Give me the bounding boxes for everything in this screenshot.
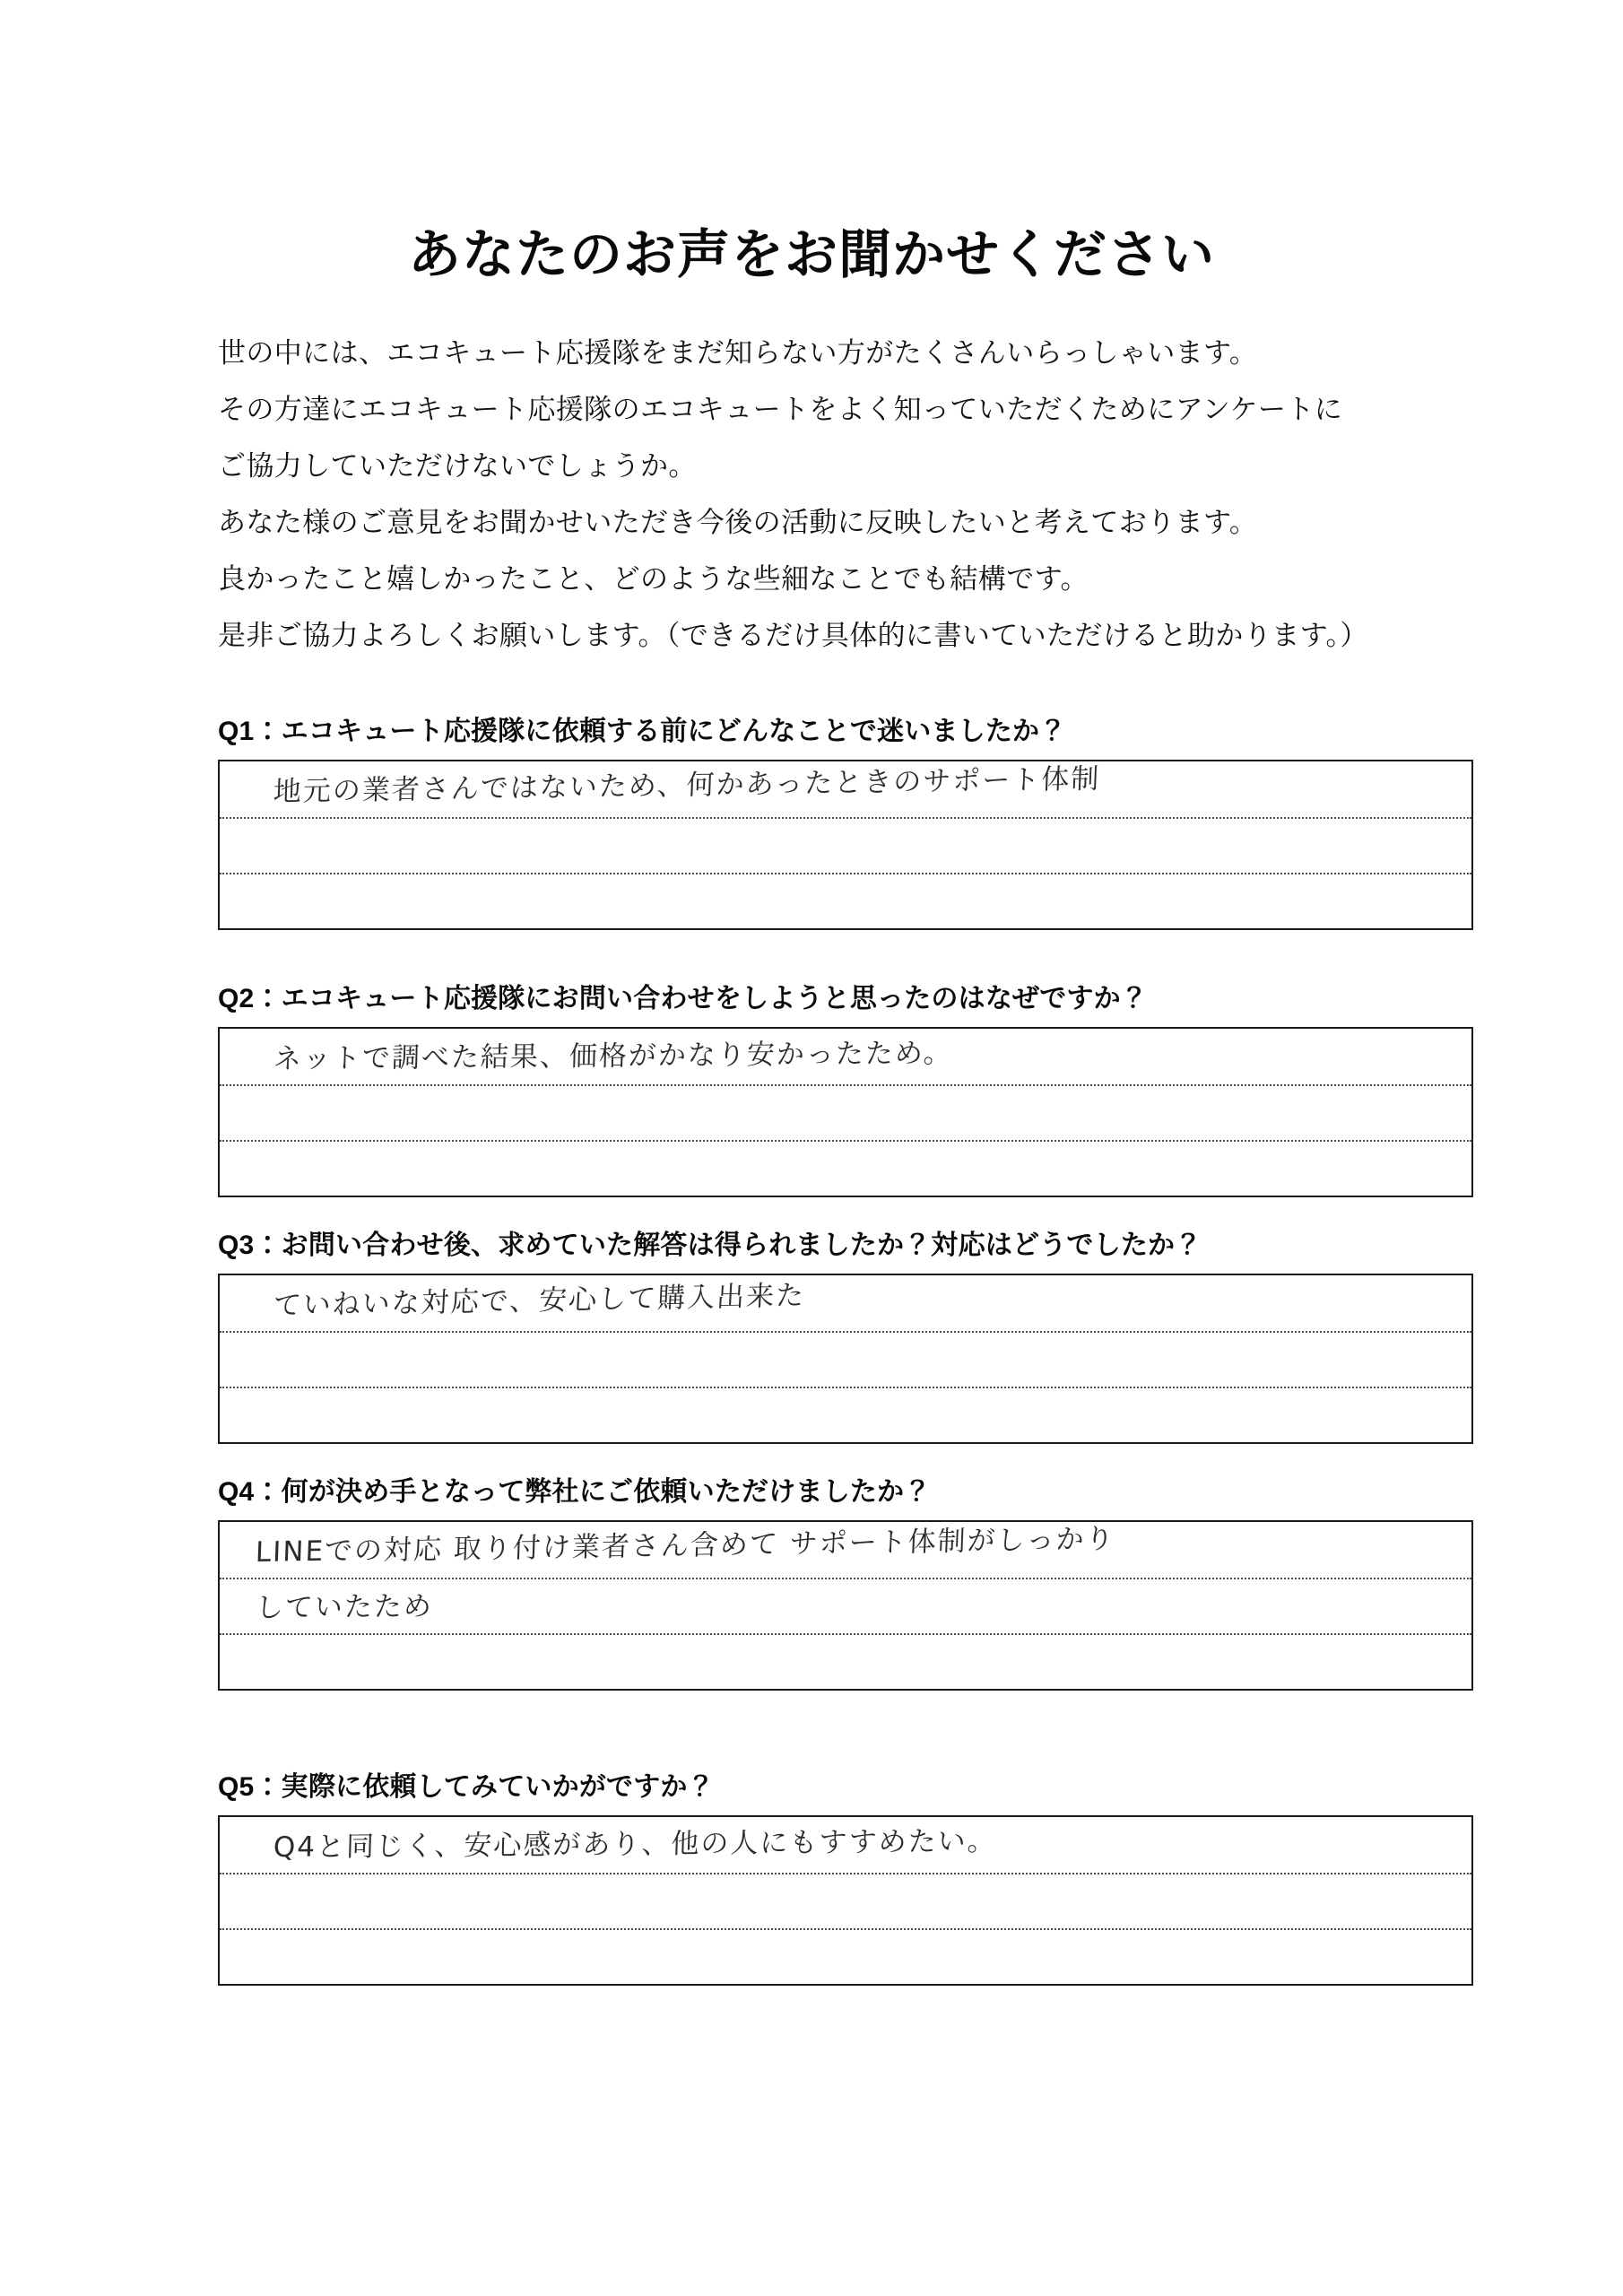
handwritten-answer-q4-line2: していたため [255, 1590, 434, 1625]
question-label-q3: Q3：お問い合わせ後、求めていた解答は得られましたか？対応はどうでしたか？ [218, 1231, 1202, 1260]
intro-line: 良かったこと嬉しかったこと、どのような些細なことでも結構です。 [218, 563, 1089, 595]
intro-line: ご協力していただけないでしょうか。 [218, 450, 697, 482]
rule-line [220, 1633, 1471, 1635]
question-label-q2: Q2：エコキュート応援隊にお問い合わせをしようと思ったのはなぜですか？ [218, 984, 1149, 1013]
rule-line [220, 1928, 1471, 1930]
handwritten-answer-q4-line1: LINEでの対応 取り付け業者さん含めて サポート体制がしっかり [255, 1522, 1116, 1570]
intro-line: あなた様のご意見をお聞かせいただき今後の活動に反映したいと考えております。 [218, 507, 1258, 538]
answer-line[interactable] [220, 1275, 1471, 1331]
answer-line[interactable] [220, 1817, 1471, 1873]
question-block-q3 [218, 1222, 1473, 1444]
answer-box-q3[interactable] [218, 1274, 1473, 1444]
answer-line[interactable] [220, 1331, 1471, 1387]
answer-line[interactable] [220, 1029, 1471, 1084]
rule-line [220, 1331, 1471, 1333]
rule-line [220, 1873, 1471, 1874]
answer-line[interactable] [220, 873, 1471, 928]
answer-box-q5[interactable] [218, 1815, 1473, 1986]
answer-line[interactable] [220, 1633, 1471, 1689]
rule-line [220, 1140, 1471, 1142]
answer-line[interactable] [220, 1873, 1471, 1928]
rule-line [220, 1084, 1471, 1086]
rule-line [220, 1387, 1471, 1388]
question-label-q1: Q1：エコキュート応援隊に依頼する前にどんなことで迷いましたか？ [218, 717, 1067, 746]
answer-line[interactable] [220, 761, 1471, 817]
answer-line[interactable] [220, 817, 1471, 873]
handwritten-answer-q3-line1: ていねいな対応で、安心して購入出来た [272, 1279, 807, 1323]
rule-line [220, 1578, 1471, 1579]
question-block-q5 [218, 1764, 1473, 1986]
rule-line [220, 873, 1471, 874]
question-block-q2 [218, 976, 1473, 1197]
answer-line[interactable] [220, 1084, 1471, 1140]
answer-box-q2[interactable] [218, 1027, 1473, 1197]
answer-line[interactable] [220, 1140, 1471, 1196]
page-title: あなたのお声をお聞かせください [407, 224, 1215, 284]
handwritten-answer-q1-line1: 地元の業者さんではないため、何かあったときのサポート体制 [273, 762, 1101, 809]
answer-line[interactable] [220, 1522, 1471, 1578]
answer-box-q1[interactable] [218, 760, 1473, 930]
answer-line[interactable] [220, 1928, 1471, 1984]
question-label-q4: Q4：何が決め手となって弊社にご依頼いただけましたか？ [218, 1477, 932, 1507]
answer-box-q4[interactable] [218, 1520, 1473, 1691]
intro-line: その方達にエコキュート応援隊のエコキュートをよく知っていただくためにアンケートに [218, 394, 1343, 425]
question-label-q5: Q5：実際に依頼してみていかがですか？ [218, 1772, 715, 1802]
intro-line: 世の中には、エコキュート応援隊をまだ知らない方がたくさんいらっしゃいます。 [218, 337, 1258, 369]
intro-paragraph [218, 325, 1473, 664]
question-block-q4 [218, 1469, 1473, 1691]
answer-line[interactable] [220, 1578, 1471, 1633]
handwritten-answer-q2-line1: ネットで調べた結果、価格がかなり安かったため。 [273, 1037, 954, 1076]
intro-line: 是非ご協力よろしくお願いします。（できるだけ具体的に書いていただけると助かります。） [218, 620, 1368, 651]
question-block-q1 [218, 709, 1473, 930]
answer-line[interactable] [220, 1387, 1471, 1442]
handwritten-answer-q5-line1: Q4と同じく、安心感があり、他の人にもすすめたい。 [273, 1824, 998, 1865]
rule-line [220, 817, 1471, 819]
